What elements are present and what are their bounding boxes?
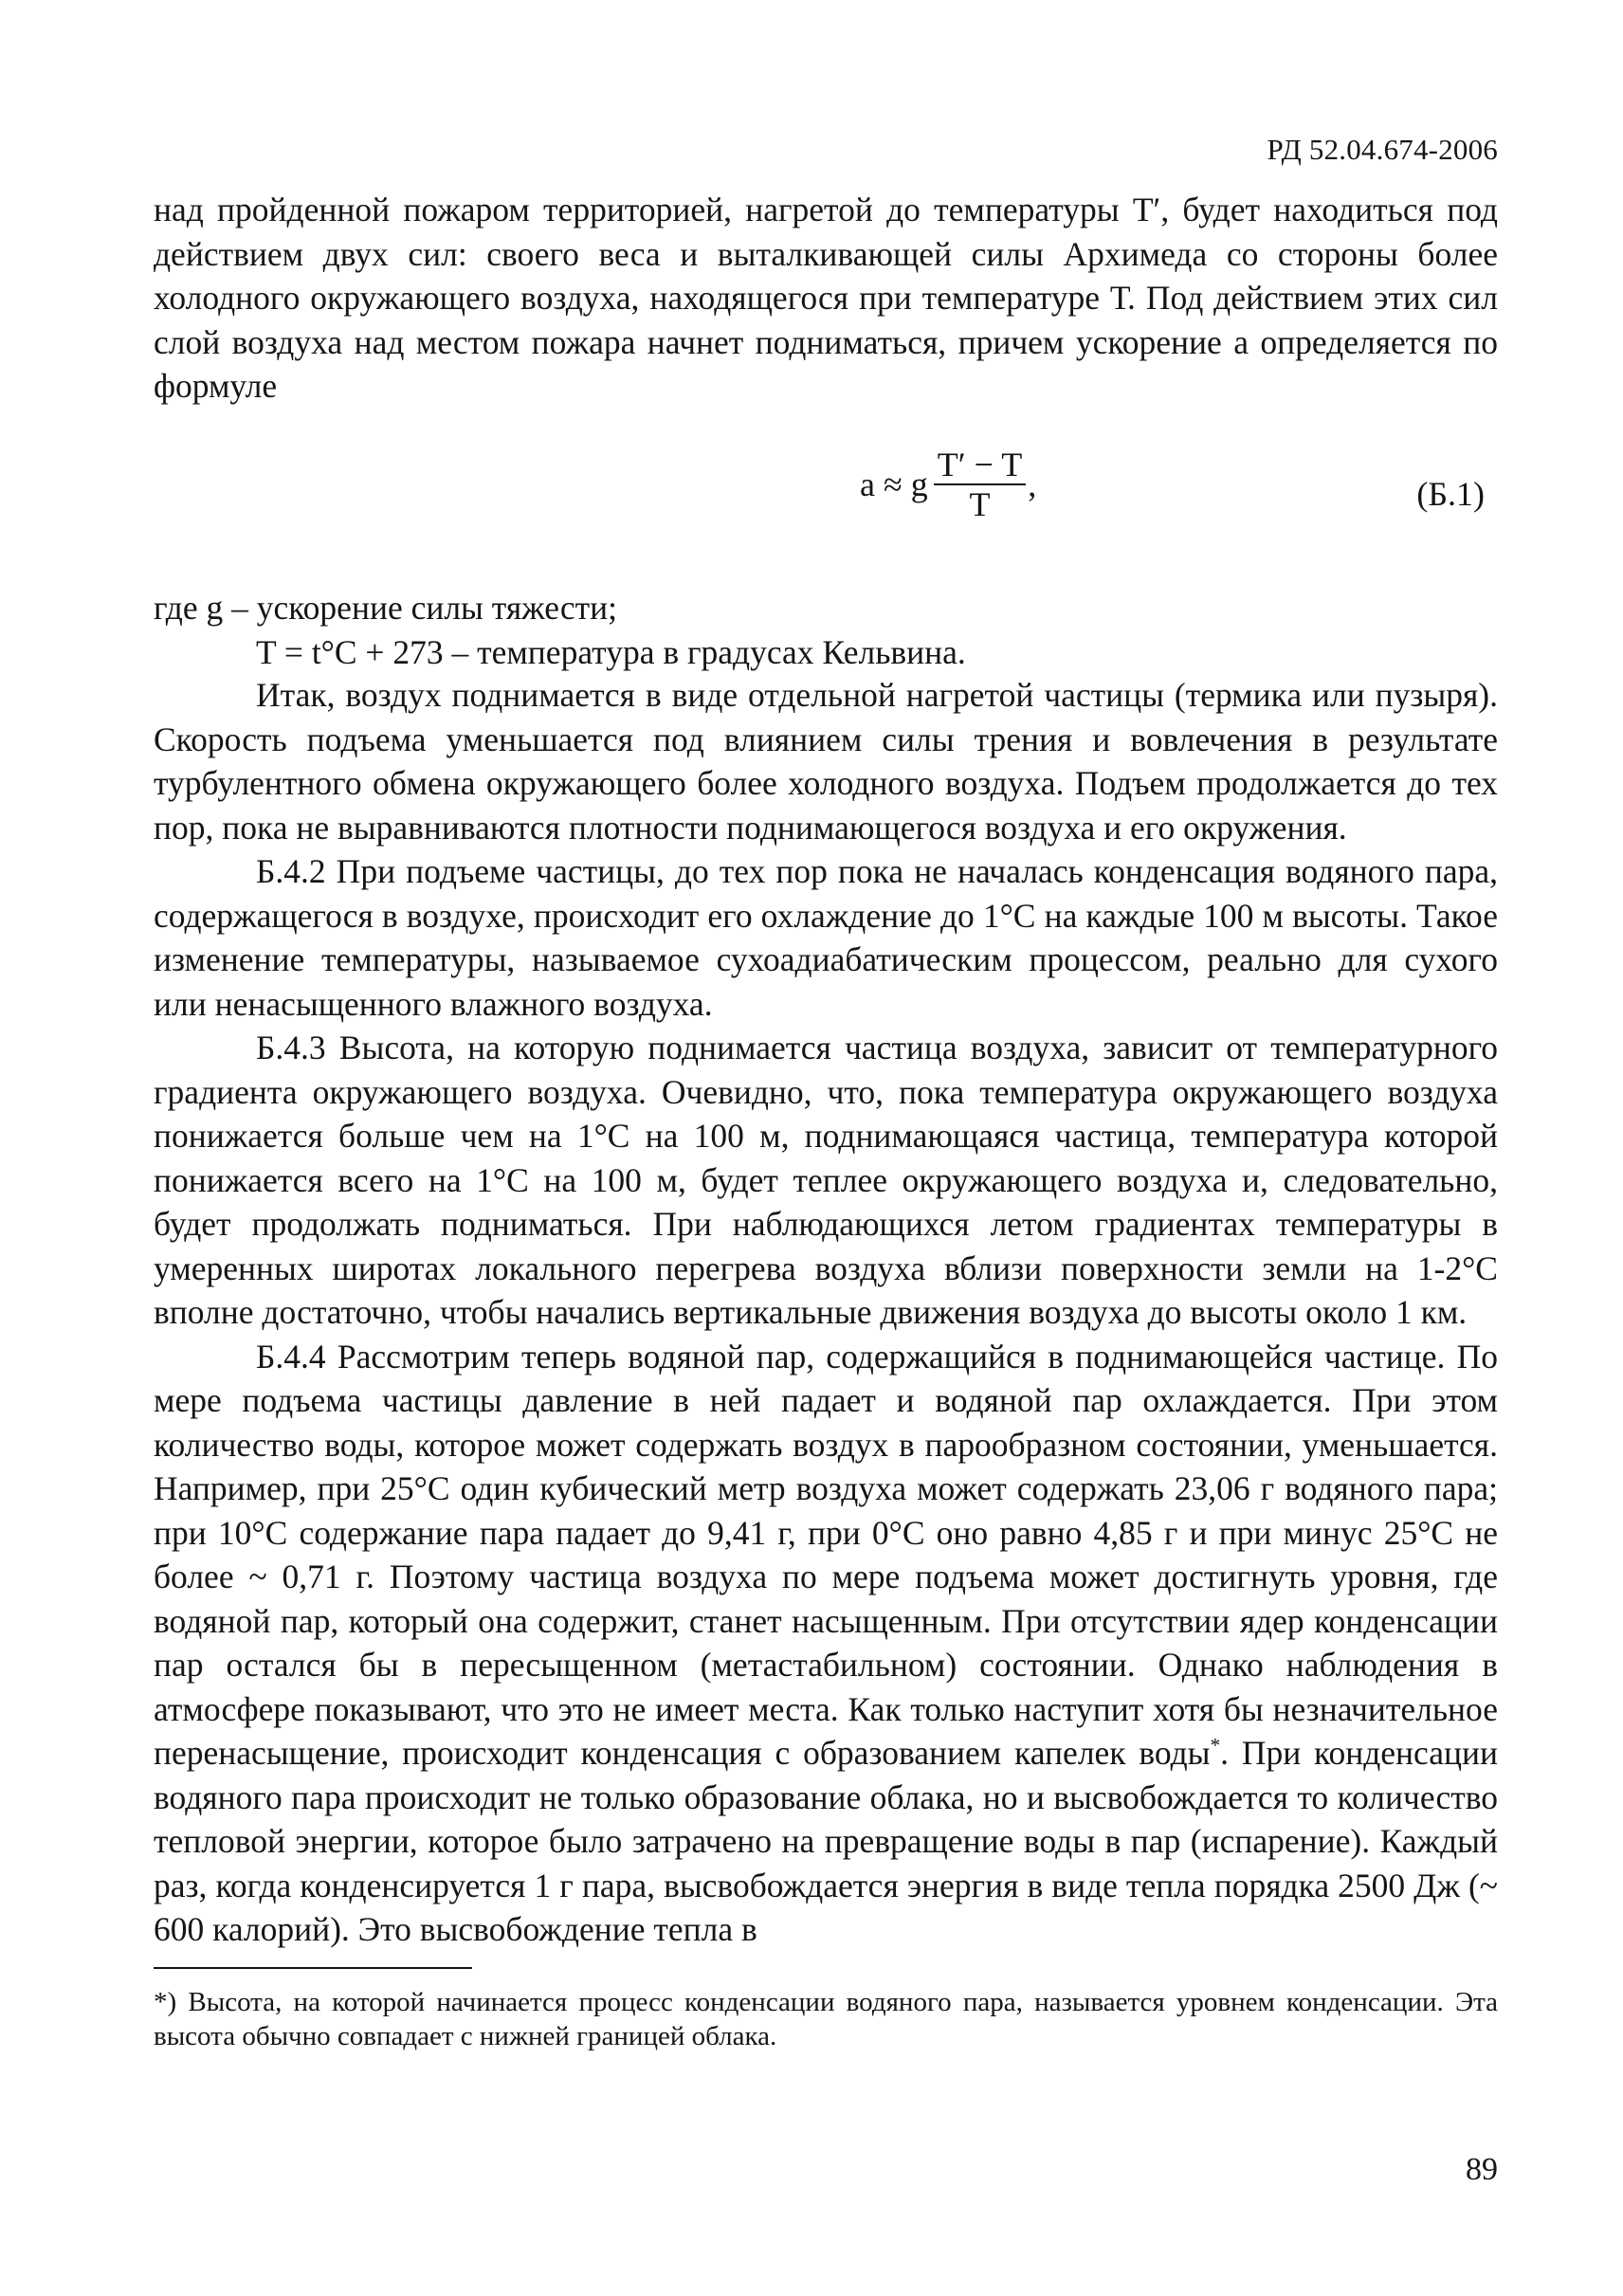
intro-paragraph: над пройденной пожаром территорией, нагретой до температуры Т′, будет находиться под действием двух сил: своего веса и выталкивающей силы Архимеда со стороны более холодного окружающего воздуха, находящегося при температуре Т. Под действием этих сил слой воздуха над местом пожара начнет подниматься, причем ускорение а определяется по формуле (154, 191, 1498, 405)
paragraph-b44-part2: . При конденсации водяного пара происходит не только образование облака, но и высвобождается то количество тепловой энергии, которое было затрачено на превращение воды в пар (испарение). Каждый раз, когда конденсируется 1 г пара, высвобождается энергия в виде тепла порядка 2500 Дж (~ 600 калорий). Это высвобождение тепла в (154, 1734, 1498, 1948)
formula-denominator: T (969, 485, 991, 523)
footnote-reference: * (1210, 1734, 1221, 1758)
formula-fraction (934, 446, 1027, 523)
formula-b1 (154, 446, 1498, 550)
formula-expression (860, 446, 1036, 523)
main-text-block (154, 673, 1498, 1952)
equation-number: (Б.1) (1416, 475, 1485, 513)
paragraph-b44 (154, 1335, 1498, 1952)
footnote-text: *) Высота, на которой начинается процесс конденсации водяного пара, называется уровнем конденсации. Эта высота обычно совпадает с нижней границей облака. (154, 1987, 1498, 2051)
where-line-t: T = t°C + 273 – температура в градусах Кельвина. (256, 632, 966, 671)
paragraph-b44-part1: Б.4.4 Рассмотрим теперь водяной пар, содержащийся в поднимающейся частице. По мере подъема частицы давление в ней падает и водяной пар охлаждается. При этом количество воды, которое может содержать воздух в парообразном состоянии, уменьшается. Например, при 25°С один кубический метр воздуха может содержать 23,06 г водяного пара; при 10°С содержание пара падает до 9,41 г, при 0°С оно равно 4,85 г и при минус 25°С не более ~ 0,71 г. Поэтому частица воздуха по мере подъема может достигнуть уровня, где водяной пар, который она содержит, станет насыщенным. При отсутствии ядер конденсации пар остался бы в пересыщенном (метастабильном) состоянии. Однако наблюдения в атмосфере показывают, что это не имеет места. Как только наступит хотя бы незначительное перенасыщение, происходит конденсация с образованием капелек воды (154, 1337, 1498, 1772)
page-number: 89 (1466, 2152, 1498, 2187)
document-code: РД 52.04.674-2006 (1267, 133, 1498, 166)
footnote-separator (154, 1967, 472, 1969)
paragraph-b43: Б.4.3 Высота, на которую поднимается частица воздуха, зависит от температурного градиента окружающего воздуха. Очевидно, что, пока температура окружающего воздуха понижается больше чем на 1°С на 100 м, поднимающаяся частица, температура которой понижается всего на 1°С на 100 м, будет теплее окружающего воздуха и, следовательно, будет продолжать подниматься. При наблюдающихся летом градиентах температуры в умеренных широтах локального перегрева воздуха вблизи поверхности земли на 1-2°С вполне достаточно, чтобы начались вертикальные движения воздуха до высоты около 1 км. (154, 1029, 1498, 1331)
formula-lhs: a ≈ g (860, 465, 928, 503)
footnote (154, 1985, 1498, 2053)
paragraph-thermal: Итак, воздух поднимается в виде отдельной нагретой частицы (термика или пузыря). Скорость подъема уменьшается под влиянием силы трения и вовлечения в результате турбулентного обмена окружающего более холодного воздуха. Подъем продолжается до тех пор, пока не выравниваются плотности поднимающегося воздуха и его окружения. (154, 676, 1498, 847)
formula-numerator: T′ − T (937, 446, 1023, 483)
where-explanation (154, 586, 1498, 674)
intro-text-block (154, 188, 1498, 409)
formula-trailing-comma: , (1028, 465, 1037, 503)
paragraph-b42: Б.4.2 При подъеме частицы, до тех пор пока не началась конденсация водяного пара, содержащегося в воздухе, происходит его охлаждение до 1°С на каждые 100 м высоты. Такое изменение температуры, называемое сухоадиабатическим процессом, реально для сухого или ненасыщенного влажного воздуха. (154, 852, 1498, 1023)
where-line-g: где g – ускорение силы тяжести; (154, 589, 617, 627)
